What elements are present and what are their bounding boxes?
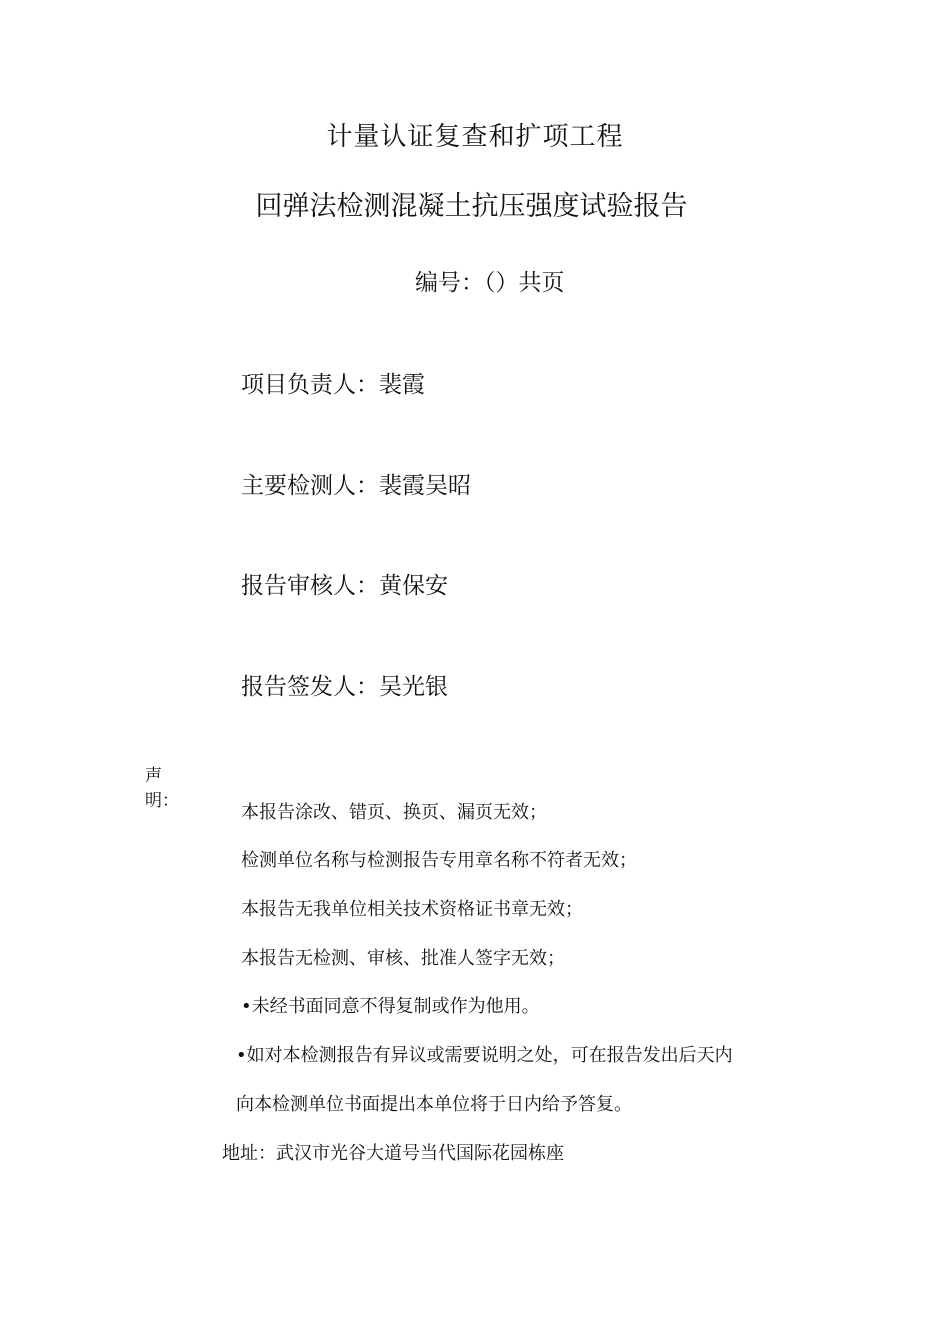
personnel-role: 报告审核人： bbox=[241, 573, 379, 599]
declaration-label: 声明： bbox=[145, 766, 179, 811]
declaration-item: 向本检测单位书面提出本单位将于日内给予答复。 bbox=[236, 1094, 632, 1115]
declaration-item: •未经书面同意不得复制或作为他用。 bbox=[241, 996, 540, 1017]
personnel-role: 主要检测人： bbox=[241, 473, 379, 499]
declaration-item: •如对本检测报告有异议或需要说明之处，可在报告发出后天内 bbox=[236, 1045, 733, 1066]
personnel-project-lead bbox=[241, 366, 425, 399]
personnel-name: 黄保安 bbox=[379, 573, 448, 599]
personnel-main-inspector bbox=[241, 467, 471, 500]
personnel-name: 裴霞 bbox=[379, 372, 425, 398]
declaration-item: 本报告无我单位相关技术资格证书章无效； bbox=[241, 899, 583, 920]
personnel-issuer bbox=[241, 668, 448, 701]
address: 地址：武汉市光谷大道号当代国际花园栋座 bbox=[222, 1143, 564, 1164]
personnel-name: 裴霞吴昭 bbox=[379, 473, 471, 499]
personnel-reviewer bbox=[241, 567, 448, 600]
report-title: 回弹法检测混凝土抗压强度试验报告 bbox=[255, 191, 688, 222]
personnel-name: 吴光银 bbox=[379, 674, 448, 700]
personnel-role: 报告签发人： bbox=[241, 674, 379, 700]
declaration-item: 本报告涂改、错页、换页、漏页无效； bbox=[241, 802, 547, 823]
report-number-line: 编号：（）共页 bbox=[415, 270, 565, 296]
project-title: 计量认证复查和扩项工程 bbox=[326, 122, 624, 152]
declaration-item: 检测单位名称与检测报告专用章名称不符者无效； bbox=[241, 850, 637, 871]
personnel-role: 项目负责人： bbox=[241, 372, 379, 398]
declaration-item: 本报告无检测、审核、批准人签字无效； bbox=[241, 948, 565, 969]
